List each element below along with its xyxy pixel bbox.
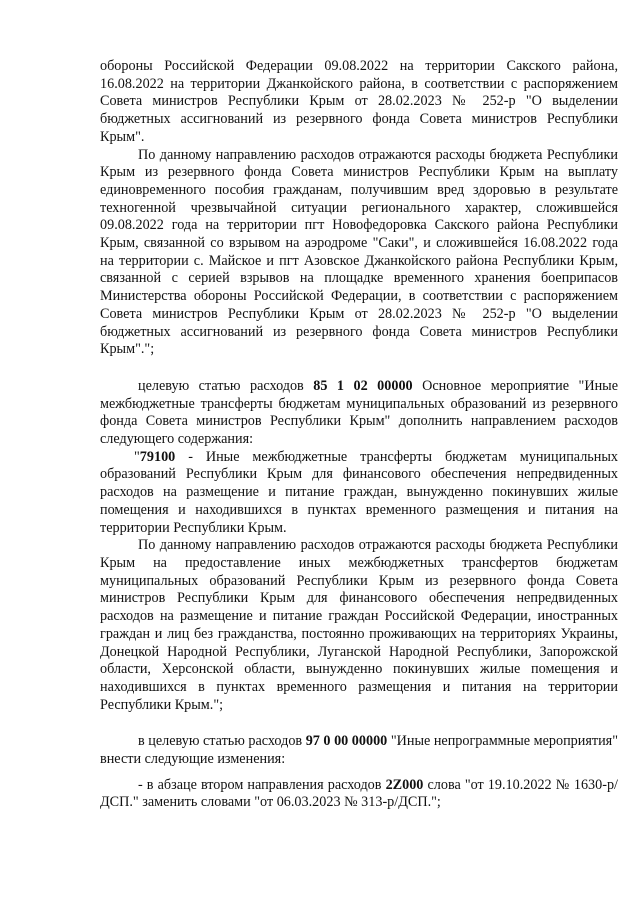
paragraph-target-article-85 [100, 378, 618, 449]
document-page [100, 58, 618, 812]
paragraph-target-article-97 [100, 733, 618, 768]
paragraph-continuation: обороны Российской Федерации 09.08.2022 на территории Сакского района, 16.08.2022 на территории Джанкойского района, в соответствии с распоряжением Совета министров Республики Крым от 28.02.2023 № 252-р "О выделении бюджетных ассигнований из резервного фонда Совета министров Республики Крым". [100, 58, 618, 145]
budget-code: 85 1 02 00000 [313, 377, 413, 394]
text-suffix: "Иные непрограммные мероприятия" внести следующие изменения: [100, 733, 618, 768]
text-suffix: слова "от 19.10.2022 № 1630-р/ДСП." заменить словами "от 06.03.2023 № 313-р/ДСП."; [100, 776, 618, 811]
paragraph-direction-79100 [100, 449, 618, 538]
paragraph-expense-description-1: По данному направлению расходов отражаются расходы бюджета Республики Крым из резервного фонда Совета министров Республики Крым на выплату единовременного пособия гражданам, получившим вред здоровью в результате техногенной чрезвычайной ситуации регионального характер, сложившейся 09.08.2022 года на территории пгт Новофедоровка Сакского района Республики Крым, связанной со взрывом на аэродроме "Саки", и сложившейся 16.08.2022 года на территории с. Майское и пгт Азовское Джанкойского района Республики Крым, связанной с серией взрывов на площадке временного хранения боеприпасов Министерства обороны Российской Федерации, в соответствии с распоряжением Совета министров Республики Крым от 28.02.2023 № 252-р "О выделении бюджетных ассигнований из резервного фонда Совета министров Республики Крым"."; [100, 146, 618, 358]
spacer [100, 769, 618, 777]
text-prefix: в целевую статью расходов [138, 733, 306, 750]
opening-quote: " [134, 448, 140, 465]
spacer [100, 359, 618, 378]
paragraph-expense-description-2: По данному направлению расходов отражаются расходы бюджета Республики Крым на предоставление иных межбюджетных трансфертов бюджетам муниципальных образований Республики Крым из резервного фонда Совета министров Республики Крым для финансового обеспечения непредвиденных расходов на размещение и питание граждан Российской Федерации, иностранных граждан и лиц без гражданства, постоянно проживающих на территориях Украины, Донецкой Народной Республики, Луганской Народной Республики, Запорожской области, Херсонской области, вынужденно покинувших жилые помещения и находившихся в пунктах временного размещения и питания на территории Республики Крым."; [100, 537, 618, 713]
text-prefix: - в абзаце втором направления расходов [138, 776, 386, 793]
text-suffix: - Иные межбюджетные трансферты бюджетам муниципальных образований Республики Крым для финансового обеспечения непредвиденных расходов на размещение и питание граждан, вынужденно покинувших жилые помещения и находившихся в пунктах временного размещения и питания на территории Республики Крым. [100, 448, 618, 536]
text-prefix: целевую статью расходов [138, 377, 314, 394]
spacer [100, 714, 618, 733]
paragraph-amendment-2z000 [100, 777, 618, 812]
budget-code: 97 0 00 00000 [305, 733, 388, 750]
budget-code: 2Z000 [385, 776, 424, 793]
text-suffix: Основное мероприятие "Иные межбюджетные трансферты бюджетам муниципальных образований из резервного фонда Совета министров Республики Крым" дополнить направлением расходов следующего содержания: [100, 377, 618, 448]
budget-code: 79100 [139, 448, 176, 465]
